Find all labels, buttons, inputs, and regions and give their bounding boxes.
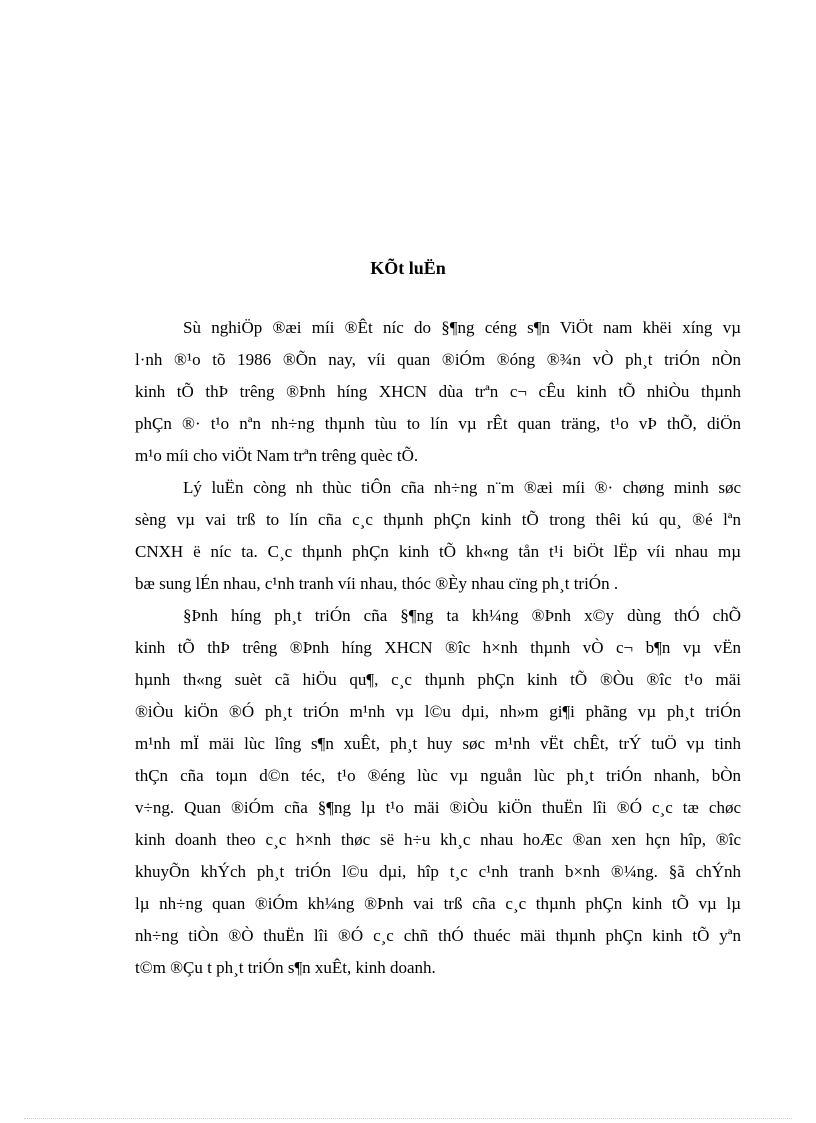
page-bottom-divider xyxy=(24,1118,792,1119)
paragraph-2-line-2: sèng vµ vai trß to lín cña c¸c thµnh phÇn kinh tÕ trong thêi kú qu¸ ®é lªn xyxy=(135,510,741,529)
paragraph-3-line-1: §Þnh híng ph¸t triÓn cña §¶ng ta kh¼ng ®Þnh x©y dùng thÓ chÕ xyxy=(183,606,741,625)
paragraph-1-line-4: phÇn ®· t¹o nªn nh÷ng thµnh tùu to lín vµ rÊt quan träng, t¹o vÞ thÕ, diÖn xyxy=(135,414,741,433)
paragraph-3-line-7: v÷ng. Quan ®iÓm cña §¶ng lµ t¹o mäi ®iÒu kiÖn thuËn lîi ®Ó c¸c tæ chøc xyxy=(135,798,741,817)
paragraph-1-line-1: Sù nghiÖp ®æi míi ®Êt níc do §¶ng céng s¶n ViÖt nam khëi xíng vµ xyxy=(183,318,741,337)
paragraph-3-line-5: m¹nh mÏ mäi lùc lîng s¶n xuÊt, ph¸t huy søc m¹nh vËt chÊt, trÝ tuÖ vµ tinh xyxy=(135,734,741,753)
paragraph-1-line-2: l·nh ®¹o tõ 1986 ®Õn nay, víi quan ®iÓm ®óng ®¾n vÒ ph¸t triÓn nÒn xyxy=(135,350,741,369)
paragraph-2-line-4: bæ sung lÉn nhau, c¹nh tranh víi nhau, thóc ®Èy nhau cïng ph¸t triÓn . xyxy=(135,574,619,593)
paragraph-2-line-3: CNXH ë níc ta. C¸c thµnh phÇn kinh tÕ kh«ng tån t¹i biÖt lËp víi nhau mµ xyxy=(135,542,741,561)
paragraph-3-line-10: lµ nh÷ng quan ®iÓm kh¼ng ®Þnh vai trß cña c¸c thµnh phÇn kinh tÕ vµ lµ xyxy=(135,894,741,913)
paragraph-2-line-1: Lý luËn còng nh thùc tiÔn cña nh÷ng n¨m ®æi míi ®· chøng minh søc xyxy=(183,478,741,497)
paragraph-3-line-11: nh÷ng tiÒn ®Ò thuËn lîi ®Ó c¸c chñ thÓ thuéc mäi thµnh phÇn kinh tÕ yªn xyxy=(135,926,741,945)
paragraph-1-line-5: m¹o míi cho viÖt Nam trªn trêng quèc tÕ. xyxy=(135,446,419,465)
section-heading: KÕt luËn xyxy=(370,258,446,278)
paragraph-3-line-4: ®iÒu kiÖn ®Ó ph¸t triÓn m¹nh vµ l©u dµi, nh»m gi¶i phãng vµ ph¸t triÓn xyxy=(135,702,741,721)
paragraph-3-line-8: kinh doanh theo c¸c h×nh thøc së h÷u kh¸c nhau hoÆc ®an xen hçn hîp, ®îc xyxy=(135,830,741,849)
paragraph-3-line-3: hµnh th«ng suèt cã hiÖu qu¶, c¸c thµnh phÇn kinh tÕ ®Òu ®îc t¹o mäi xyxy=(135,670,741,689)
paragraph-3-line-12: t©m ®Çu t ph¸t triÓn s¶n xuÊt, kinh doanh. xyxy=(135,958,436,977)
paragraph-1-line-3: kinh tÕ thÞ trêng ®Þnh híng XHCN dùa trªn c¬ cÊu kinh tÕ nhiÒu thµnh xyxy=(135,382,741,401)
paragraph-3-line-9: khuyÕn khÝch ph¸t triÓn l©u dµi, hîp t¸c c¹nh tranh b×nh ®¼ng. §ã chÝnh xyxy=(135,862,741,881)
paragraph-3-line-6: thÇn cña toµn d©n téc, t¹o ®éng lùc vµ nguån lùc ph¸t triÓn nhanh, bÒn xyxy=(135,766,741,785)
paragraph-3-line-2: kinh tÕ thÞ trêng ®Þnh híng XHCN ®îc h×nh thµnh vÒ c¬ b¶n vµ vËn xyxy=(135,638,741,657)
